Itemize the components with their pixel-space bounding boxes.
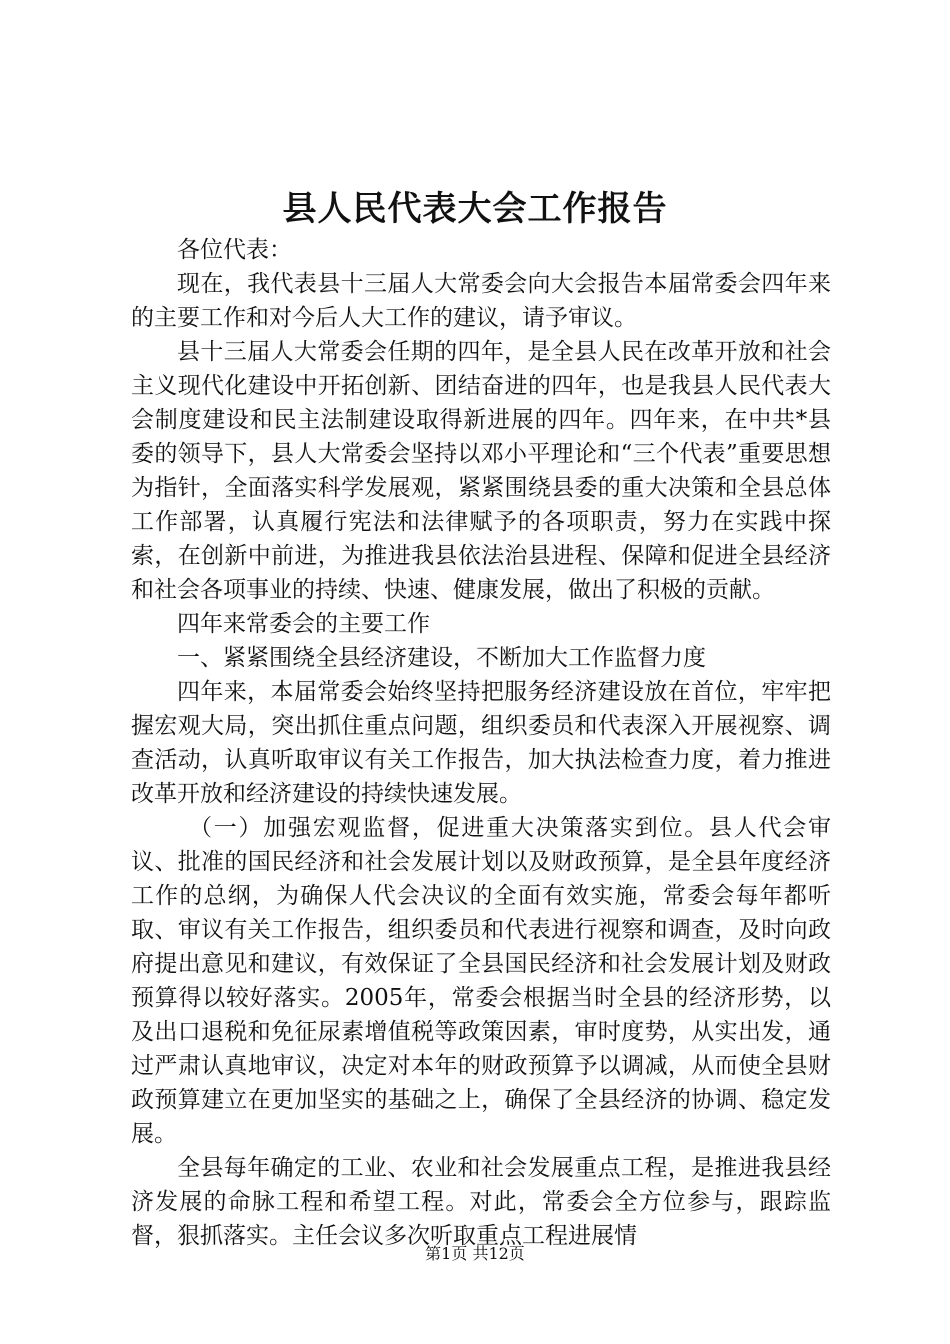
salutation-paragraph: 各位代表： xyxy=(177,237,292,263)
item-one-paragraph: （一）加强宏观监督，促进重大决策落实到位。县人代会审议、批准的国民经济和社会发展计划以及财政预算，是全县年度经济工作的总纲，为确保人代会决议的全面有效实施，常委会每年都听取、审议有关工作报告，组织委员和代表进行视察和调查，及时向政府提出意见和建议，有效保证了全县国民经济和社会发展计划及财政预算得以较好落实。2005年，常委会根据当时全县的经济形势，以及出口退税和免征尿素增值税等政策因素，审时度势，从实出发，通过严肃认真地审议，决定对本年的财政预算予以调减，从而使全县财政预算建立在更加坚实的基础之上，确保了全县经济的协调、稳定发展。 xyxy=(131,815,831,1147)
page-footer: 第1页 共12页 xyxy=(425,1244,525,1263)
overview-paragraph: 县十三届人大常委会任期的四年，是全县人民在改革开放和社会主义现代化建设中开拓创新、团结奋进的四年，也是我县人民代表大会制度建设和民主法制建设取得新进展的四年。四年来，在中共*县委的领导下，县人大常委会坚持以邓小平理论和“三个代表”重要思想为指针，全面落实科学发展观，紧紧围绕县委的重大决策和全县总体工作部署，认真履行宪法和法律赋予的各项职责，努力在实践中探索，在创新中前进，为推进我县依法治县进程、保障和促进全县经济和社会各项事业的持续、快速、健康发展，做出了积极的贡献。 xyxy=(131,339,831,603)
projects-paragraph: 全县每年确定的工业、农业和社会发展重点工程，是推进我县经济发展的命脉工程和希望工程。对此，常委会全方位参与，跟踪监督，狠抓落实。主任会议多次听取重点工程进展情 xyxy=(131,1155,831,1249)
subsection-heading: 一、紧紧围绕全县经济建设，不断加大工作监督力度 xyxy=(177,645,706,671)
document-body xyxy=(131,233,831,1253)
section-heading: 四年来常委会的主要工作 xyxy=(177,611,430,637)
subsection-paragraph: 四年来，本届常委会始终坚持把服务经济建设放在首位，牢牢把握宏观大局，突出抓住重点问题，组织委员和代表深入开展视察、调查活动，认真听取审议有关工作报告，加大执法检查力度，着力推进改革开放和经济建设的持续快速发展。 xyxy=(131,679,831,807)
intro-paragraph: 现在，我代表县十三届人大常委会向大会报告本届常委会四年来的主要工作和对今后人大工作的建议，请予审议。 xyxy=(131,271,831,331)
document-title: 县人民代表大会工作报告 xyxy=(282,189,668,229)
